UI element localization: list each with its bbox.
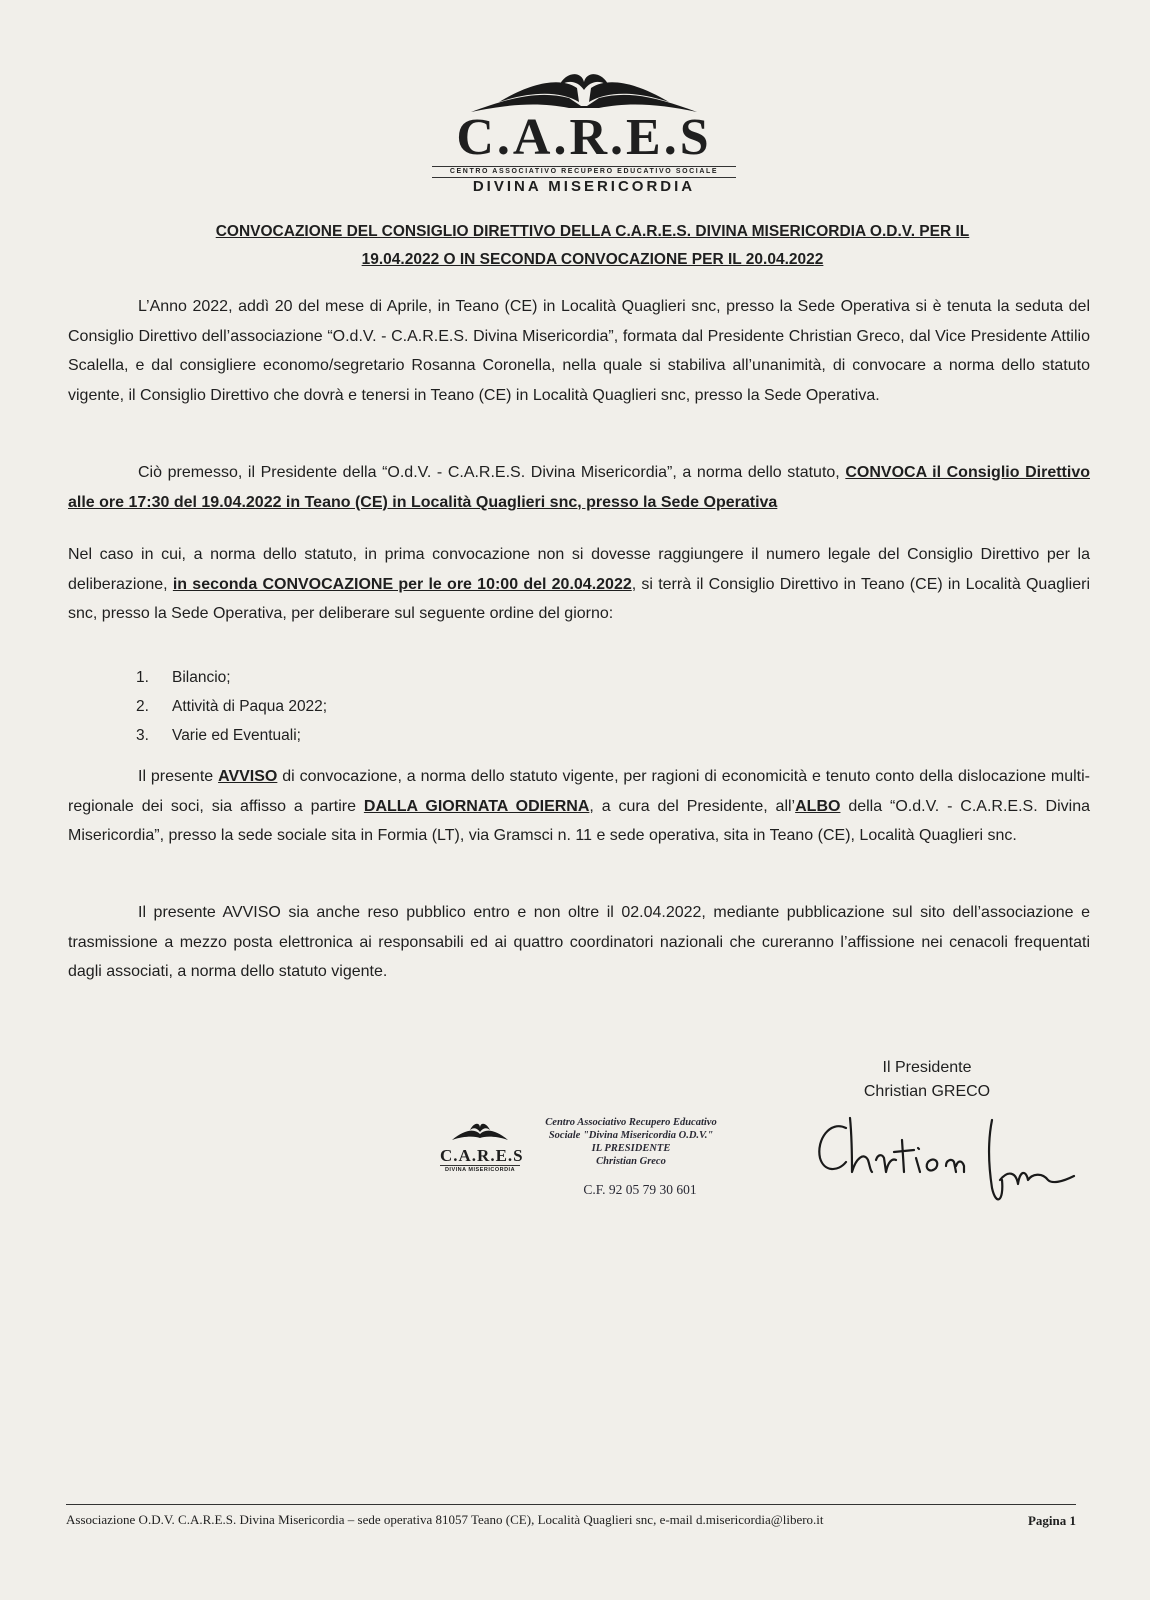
agenda-num: 3. [136,727,149,744]
cares-logo [424,68,744,198]
paragraph-2-text: Ciò premesso, il Presidente della “O.d.V. - C.A.R.E.S. Divina Misericordia”, a norma dello statuto, [138,464,846,481]
signature-role: Il Presidente [882,1059,972,1076]
stamp-fiscal-code: C.F. 92 05 79 30 601 [583,1182,697,1197]
paragraph-5-text-e: , a cura del Presidente, all’ [589,797,796,815]
stamp-text [518,1116,744,1168]
paragraph-5-text-g: della “O.d.V. - C.A.R.E.S. Divina Misericordia”, presso la sede sociale sita in Formia (LT), via Gramsci n. 11 e sede operativa, sita in Teano (CE), Località Quaglieri snc. [68,797,1090,844]
title-line-2: 19.04.2022 O IN SECONDA CONVOCAZIONE PER IL 20.04.2022 [361,251,824,268]
logo-subtitle: CENTRO ASSOCIATIVO RECUPERO EDUCATIVO SOCIALE [432,166,736,178]
paragraph-2 [68,458,1090,517]
handwritten-signature-icon [812,1110,1102,1220]
agenda-text: Varie ed Eventuali; [172,727,301,744]
paragraph-3-seconda: in seconda CONVOCAZIONE per le ore 10:00 del 20.04.2022 [172,575,632,593]
logo-name: C.A.R.E.S [456,109,712,166]
paragraph-5-text-c: di convocazione, a norma dello statuto vigente, per ragioni di economicità e tenuto conto della dislocazione multi-regionale dei soci, sia affisso a partire [68,768,1091,815]
footer-page-number: Pagina 1 [1027,1513,1076,1528]
list-item [136,692,327,721]
document-title [120,218,1065,274]
agenda-text: Bilancio; [172,669,231,686]
list-item [136,721,327,750]
agenda-num: 2. [136,698,149,715]
paragraph-3-text-c: , si terrà il Consiglio Direttivo in Teano (CE) in Località Quaglieri snc, presso la Sede Operativa, per deliberare sul seguente ordine del giorno: [68,575,1090,622]
logo-divina: DIVINA MISERICORDIA [472,178,696,195]
stamp-logo-divina: DIVINA MISERICORDIA [444,1167,516,1173]
stamp-line-1: Centro Associativo Recupero Educativo [545,1117,717,1128]
title-line-1: CONVOCAZIONE DEL CONSIGLIO DIRETTIVO DELLA C.A.R.E.S. DIVINA MISERICORDIA O.D.V. PER IL [215,223,970,240]
paragraph-6: Il presente AVVISO sia anche reso pubblico entro e non oltre il 02.04.2022, mediante pubblicazione sul sito dell’associazione e trasmissione a mezzo posta elettronica ai responsabili ed ai quattro coordinatori nazionali che cureranno l’affissione nei cenacoli frequentati dagli associati, a norma dello statuto vigente. [68,904,1090,980]
stamp-line-3: IL PRESIDENTE [591,1143,671,1154]
paragraph-5-giornata: DALLA GIORNATA ODIERNA [363,797,590,815]
paragraph-3 [68,540,1090,629]
stamp-line-4: Christian Greco [596,1156,666,1167]
stamp-logo-name: C.A.R.E.S [440,1146,524,1165]
signature-block [842,1056,1012,1104]
paragraph-1: L’Anno 2022, addì 20 del mese di Aprile, in Teano (CE) in Località Quaglieri snc, presso la Sede Operativa si è tenuta la seduta del Consiglio Direttivo dell’associazione “O.d.V. - C.A.R.E.S. Divina Misericordia”, formata dal Presidente Christian Greco, dal Vice Presidente Attilio Scalella, e dal consigliere economo/segretario Rosanna Coronella, nella quale si stabiliva all’unanimità, di convocare a norma dello statuto vigente, il Consiglio Direttivo che dovrà e tenersi in Teano (CE) in Località Quaglieri snc, presso la Sede Operativa. [68,298,1090,404]
paragraph-2-convoca: CONVOCA il Consiglio Direttivo alle ore 17:30 del 19.04.2022 in Teano (CE) in Località Quaglieri snc, presso la Sede Operativa [68,464,1090,511]
paragraph-5-text-a: Il presente [138,768,219,785]
signature-name: Christian GRECO [863,1083,991,1100]
mini-wings-icon [450,1120,510,1142]
paragraph-3-text-a: Nel caso in cui, a norma dello statuto, in prima convocazione non si dovesse raggiungere il numero legale del Consiglio Direttivo per la deliberazione, [68,546,1090,593]
agenda-list [136,663,327,750]
stamp-logo [440,1120,524,1174]
agenda-text: Attività di Paqua 2022; [172,698,328,715]
page-footer [66,1504,1076,1528]
paragraph-5 [68,762,1090,851]
official-stamp [440,1112,770,1212]
list-item [136,663,327,692]
stamp-line-2: Sociale "Divina Misericordia O.D.V." [548,1130,714,1141]
paragraph-5-albo: ALBO [795,797,841,815]
agenda-num: 1. [136,669,149,686]
wings-emblem-icon [469,68,699,114]
paragraph-5-avviso: AVVISO [218,768,278,785]
footer-text: Associazione O.D.V. C.A.R.E.S. Divina Misericordia – sede operativa 81057 Teano (CE), Località Quaglieri snc, e-mail d.misericordia@libero.it [66,1512,824,1527]
